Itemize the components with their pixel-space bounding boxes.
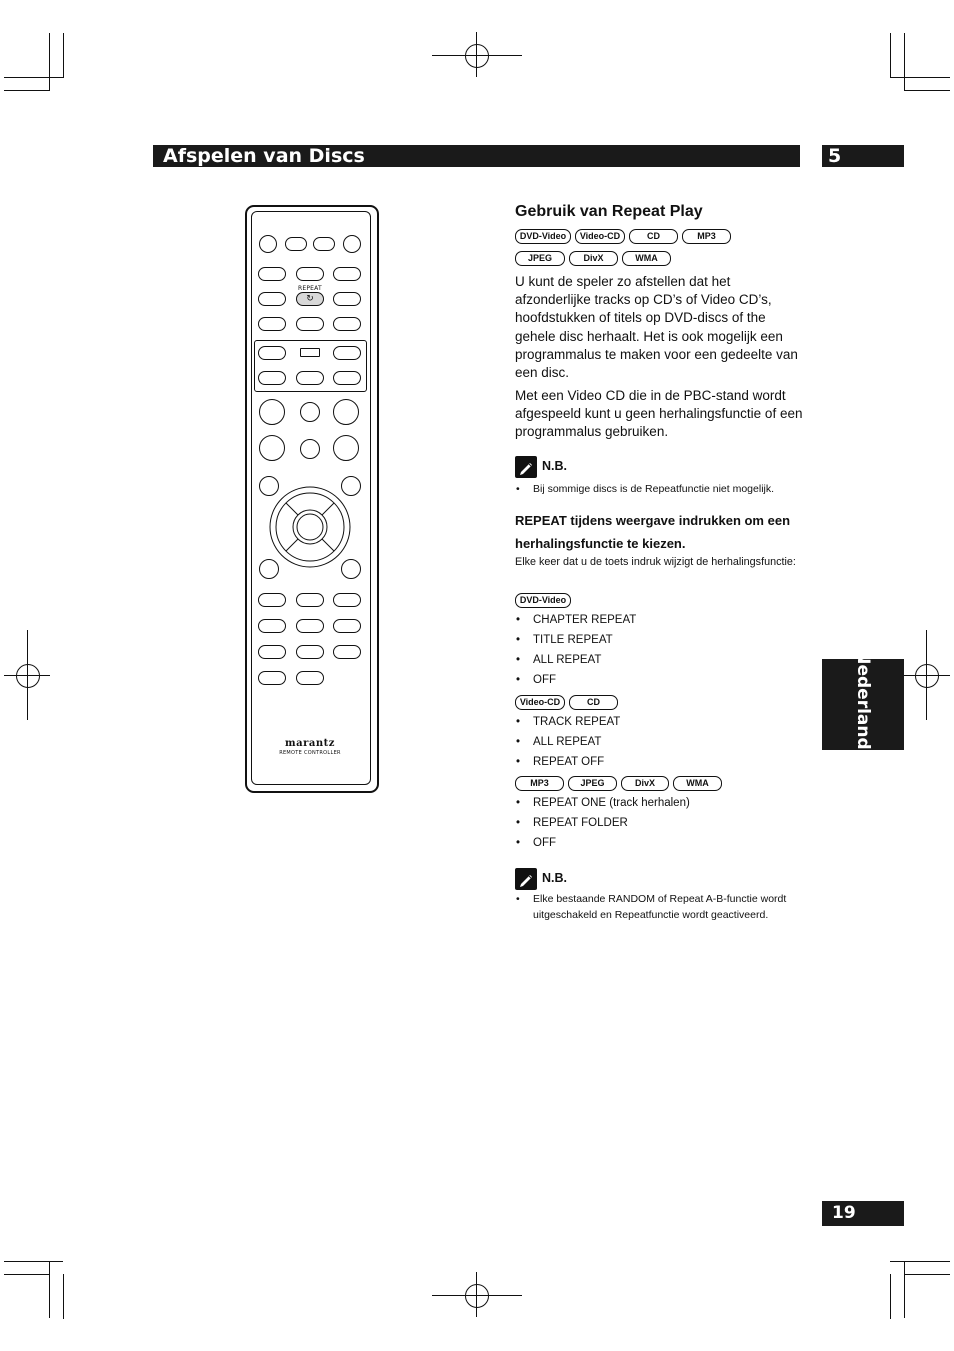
list-item: • REPEAT FOLDER [515, 813, 805, 833]
format-tag: JPEG [568, 776, 617, 791]
remote-button [258, 267, 286, 281]
remote-button [333, 435, 359, 461]
remote-button [296, 371, 324, 385]
remote-button [258, 317, 286, 331]
remote-button [296, 593, 324, 607]
remote-button [333, 619, 361, 633]
language-tab-label: Nederlands [853, 649, 873, 760]
remote-button [333, 645, 361, 659]
note-text: • Bij sommige discs is de Repeatfunctie niet mogelijk. [515, 482, 800, 498]
format-tag: CD [569, 695, 618, 710]
remote-button [296, 645, 324, 659]
remote-button [258, 292, 286, 306]
list-item: • REPEAT ONE (track herhalen) [515, 793, 805, 813]
remote-button [259, 435, 285, 461]
remote-button [258, 346, 286, 360]
remote-button [258, 671, 286, 685]
format-tag: Video-CD [515, 695, 565, 710]
note-label: N.B. [542, 871, 567, 885]
remote-button [258, 645, 286, 659]
remote-button [259, 235, 277, 253]
repeat-icon: ↻ [306, 294, 314, 304]
format-tag: DVD-Video [515, 229, 571, 244]
remote-button [333, 267, 361, 281]
brand-subtitle: REMOTE CONTROLLER [279, 750, 341, 756]
remote-button [296, 619, 324, 633]
remote-dpad [269, 486, 351, 568]
remote-button [333, 593, 361, 607]
list-item: • CHAPTER REPEAT [515, 610, 805, 630]
list-item: • REPEAT OFF [515, 752, 805, 772]
remote-button [313, 237, 335, 251]
remote-button [333, 346, 361, 360]
format-tag: DivX [621, 776, 669, 791]
page-number: 19 [832, 1203, 856, 1223]
dvd-repeat-list [515, 610, 805, 690]
repeat-label: REPEAT [298, 285, 322, 292]
mp3-repeat-list [515, 793, 805, 853]
remote-button [258, 371, 286, 385]
list-item: • TRACK REPEAT [515, 712, 805, 732]
remote-button [343, 235, 361, 253]
remote-button [258, 619, 286, 633]
format-tag: JPEG [515, 251, 565, 266]
intro-paragraph: U kunt de speler zo afstellen dat het afzonderlijke tracks op CD’s of Video CD’s, hoofdstukken of titels op DVD-discs of the gehele disc herhaalt. Het is ook mogelijk een programmalus te maken voor een gedeelte van een disc. [515, 274, 798, 381]
list-item: • TITLE REPEAT [515, 630, 805, 650]
remote-button [285, 237, 307, 251]
remote-button [296, 267, 324, 281]
format-tag: WMA [622, 251, 671, 266]
chapter-number: 5 [828, 145, 842, 167]
brand-logo: marantz [285, 738, 335, 749]
format-tag: Video-CD [575, 229, 625, 244]
page-title: Afspelen van Discs [163, 145, 365, 167]
remote-button [333, 317, 361, 331]
format-tag: DVD-Video [515, 593, 571, 608]
format-tag: CD [629, 229, 678, 244]
instruction-subtext: Elke keer dat u de toets indruk wijzigt de herhalingsfunctie: [515, 556, 796, 568]
list-item: • OFF [515, 833, 805, 853]
pbc-paragraph: Met een Video CD die in de PBC-stand wordt afgespeeld kunt u geen herhalingsfunctie of een programmalus gebruiken. [515, 388, 803, 440]
section-title: Gebruik van Repeat Play [515, 203, 703, 220]
remote-button [300, 439, 320, 459]
note-text: • Elke bestaande RANDOM of Repeat A-B-functie wordt uitgeschakeld en Repeatfunctie wordt geactiveerd. [515, 892, 800, 923]
pencil-icon [515, 456, 537, 478]
pencil-icon [515, 868, 537, 890]
format-tag: DivX [569, 251, 618, 266]
remote-button [296, 671, 324, 685]
cd-repeat-list [515, 712, 805, 772]
remote-button [296, 317, 324, 331]
note-label: N.B. [542, 459, 567, 473]
list-item: • ALL REPEAT [515, 732, 805, 752]
remote-button [300, 402, 320, 422]
remote-button [300, 348, 320, 357]
remote-button [258, 593, 286, 607]
format-tag: MP3 [515, 776, 564, 791]
remote-button [333, 292, 361, 306]
list-item: • OFF [515, 670, 805, 690]
format-tag: MP3 [682, 229, 731, 244]
instruction-step: REPEAT tijdens weergave indrukken om een herhalingsfunctie te kiezen. [515, 513, 791, 551]
list-item: • ALL REPEAT [515, 650, 805, 670]
remote-button [333, 371, 361, 385]
format-tag: WMA [673, 776, 722, 791]
repeat-button [296, 292, 324, 306]
remote-button [259, 399, 285, 425]
remote-button [333, 399, 359, 425]
